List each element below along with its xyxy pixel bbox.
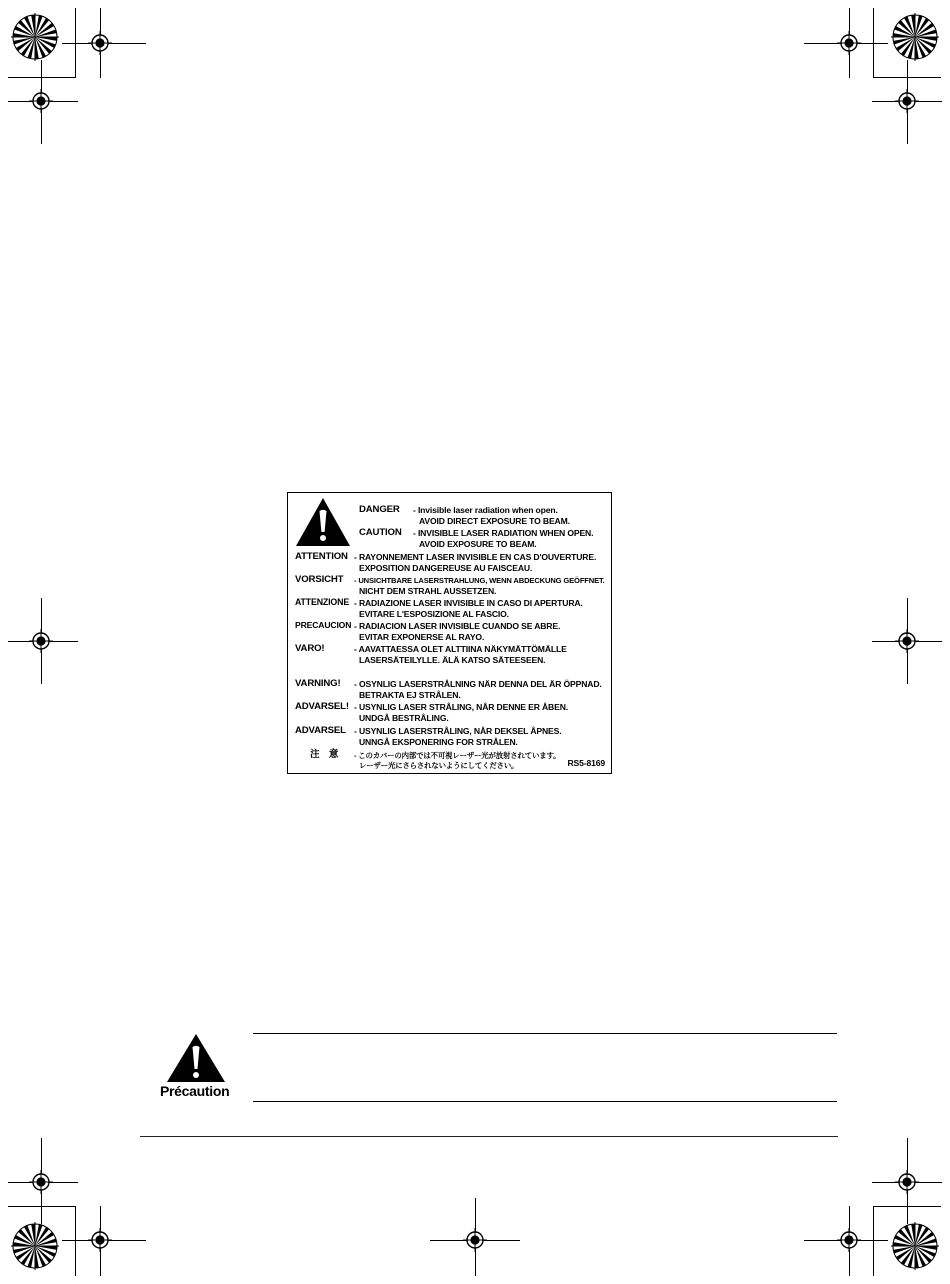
- label-line: - AAVATTAESSA OLET ALTTIINA NÄKYMÄTTÖMÄLLE: [354, 644, 567, 654]
- label-line: BETRAKTA EJ STRÅLEN.: [359, 690, 461, 700]
- label-line: EVITARE L'ESPOSIZIONE AL FASCIO.: [359, 609, 509, 619]
- label-part-code: RS5-8169: [567, 758, 605, 768]
- label-key-varning: VARNING!: [295, 678, 341, 689]
- label-line: LASERSÄTEILYLLE. ÄLÄ KATSO SÄTEESEEN.: [359, 655, 546, 665]
- registration-mark-icon: [29, 1170, 53, 1194]
- crop-mark: [8, 1206, 76, 1207]
- registration-mark-icon: [895, 629, 919, 653]
- label-line: - RAYONNEMENT LASER INVISIBLE EN CAS D'OUVERTURE.: [354, 552, 597, 562]
- label-line: - RADIACION LASER INVISIBLE CUANDO SE ABRE.: [354, 621, 561, 631]
- registration-mark-icon: [837, 1228, 861, 1252]
- label-key-attention: ATTENTION: [295, 551, 348, 562]
- label-line: - RADIAZIONE LASER INVISIBLE IN CASO DI APERTURA.: [354, 598, 583, 608]
- star-target-icon: [11, 1222, 59, 1270]
- label-line: - OSYNLIG LASERSTRÅLNING NÄR DENNA DEL ÄR ÖPPNAD.: [354, 679, 602, 689]
- caution-bottom-rule: [253, 1101, 837, 1102]
- caution-label: Précaution: [160, 1083, 230, 1099]
- label-key-japanese: 注 意: [310, 749, 339, 760]
- label-line: - このカバーの内部では不可視レーザー光が放射されています。: [354, 751, 561, 760]
- label-line: UNNGÅ EKSPONERING FOR STRÅLEN.: [359, 737, 518, 747]
- registration-mark-icon: [29, 89, 53, 113]
- star-target-icon: [11, 13, 59, 61]
- crop-mark: [75, 1206, 76, 1276]
- label-line: AVOID DIRECT EXPOSURE TO BEAM.: [419, 516, 570, 526]
- registration-mark-icon: [29, 629, 53, 653]
- label-line: EVITAR EXPONERSE AL RAYO.: [359, 632, 485, 642]
- label-line: - INVISIBLE LASER RADIATION WHEN OPEN.: [413, 528, 594, 538]
- label-line: - Invisible laser radiation when open.: [413, 505, 558, 515]
- laser-warning-label: [287, 492, 612, 774]
- warning-triangle-icon: [166, 1033, 226, 1083]
- crop-mark: [8, 77, 76, 78]
- label-line: - USYNLIG LASERSTRÅLING, NÅR DEKSEL ÅPNES.: [354, 726, 562, 736]
- registration-mark-icon: [895, 89, 919, 113]
- label-key-advarsel-no: ADVARSEL: [295, 725, 346, 736]
- registration-mark-icon: [837, 31, 861, 55]
- label-line: - UNSICHTBARE LASERSTRAHLUNG, WENN ABDECKUNG GEÖFFNET.: [354, 576, 605, 585]
- label-key-caution: CAUTION: [359, 527, 402, 538]
- registration-mark-icon: [88, 31, 112, 55]
- label-key-varo: VARO!: [295, 643, 325, 654]
- label-line: NICHT DEM STRAHL AUSSETZEN.: [359, 586, 497, 596]
- label-key-attenzione: ATTENZIONE: [295, 597, 350, 607]
- label-key-danger: DANGER: [359, 504, 400, 515]
- label-line: レーザー光にさらされないようにしてください。: [359, 761, 519, 770]
- registration-mark-icon: [463, 1228, 487, 1252]
- footer-rule: [140, 1136, 838, 1137]
- crop-mark: [873, 1206, 874, 1276]
- label-line: - USYNLIG LASER STRÅLING, NÅR DENNE ER ÅBEN.: [354, 702, 568, 712]
- star-target-icon: [891, 13, 939, 61]
- label-line: UNDGÅ BESTRÅLING.: [359, 713, 449, 723]
- registration-mark-icon: [895, 1170, 919, 1194]
- label-key-precaucion: PRECAUCION: [295, 620, 352, 630]
- label-line: AVOID EXPOSURE TO BEAM.: [419, 539, 537, 549]
- caution-top-rule: [253, 1033, 837, 1034]
- registration-mark-icon: [88, 1228, 112, 1252]
- label-key-advarsel-dk: ADVARSEL!: [295, 701, 349, 712]
- label-key-vorsicht: VORSICHT: [295, 574, 344, 585]
- label-line: EXPOSITION DANGEREUSE AU FAISCEAU.: [359, 563, 533, 573]
- star-target-icon: [891, 1222, 939, 1270]
- exclamation-triangle-icon: [295, 497, 351, 547]
